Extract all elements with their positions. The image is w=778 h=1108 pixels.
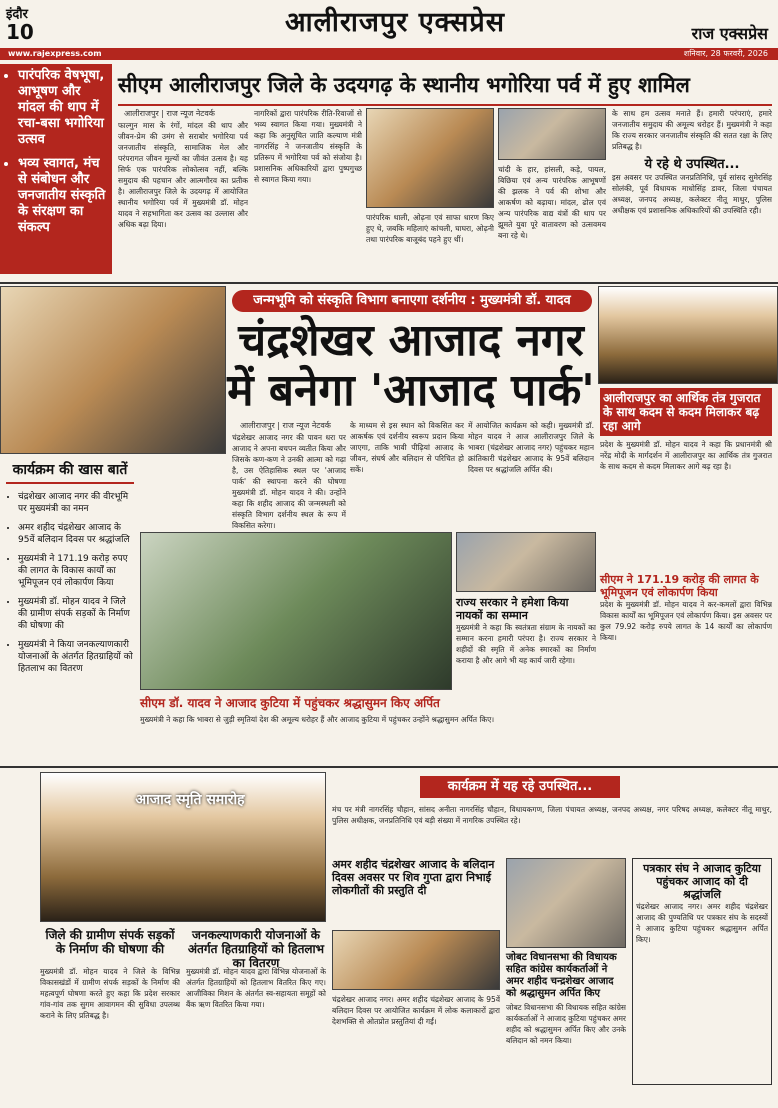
drama-photo [332,930,500,990]
highlights-title: कार्यक्रम की खास बातें [6,458,134,484]
drama-title: अमर शहीद चंद्रशेखर आजाद के बलिदान दिवस अवसर पर शिव गुप्ता द्वारा निभाई लोकगीतों की प्रस्तुति दी [332,858,495,897]
story1-photo [366,108,494,208]
roads-title: जिले की ग्रामीण संपर्क सड़कों के निर्माण की घोषणा की [45,928,175,956]
story1-photo-caption: पारंपरिक थाली, ओढ़ना एवं साफा धारण किए हुए थे, जबकि महिलाएं कांचली, घाघरा, ओढ़नी तथा पारंपरिक बाजूबंद पहने हुए थीं। [366,213,494,244]
honour-box [456,596,596,684]
brand-name: राज एक्सप्रेस [691,24,768,43]
economy-subhead: सीएम ने 171.19 करोड़ की लागत के भूमिपूजन एवं लोकार्पण किया [600,573,759,599]
page-meta [6,4,96,42]
present-section-head: कार्यक्रम में यह रहे उपस्थित... [420,776,620,798]
tribute-photo-small [456,532,596,592]
kutiya-photo [140,532,452,690]
story1-col4: के साथ हम उत्सव मनाते हैं। हमारी परंपराएं, हमारे जनजातीय समुदाय की अमूल्य धरोहर हैं। मुख्यमंत्री ने कहा कि राज्य सरकार जनजातीय संस्कृति की सतत रक्षा के लिए प्रतिबद्ध है। [612,109,772,151]
press-title: पत्रकार संघ ने आजाद कुटिया पहुंचकर आजाद को दी श्रद्धांजलि [643,862,761,901]
bottom-present-text: मंच पर मंत्री नागरसिंह चौहान, सांसद अनीता नागरसिंह चौहान, विधायकगण, जिला पंचायत अध्यक्ष, जनपद अध्यक्ष, नगर परिषद अध्यक्ष, कलेक्टर नीतू माथुर, पुलिस अधीक्षक, जनप्रतिनिधि एवं बड़ी संख्या में नागरिक उपस्थित रहे। [332,805,772,825]
highlight-item: • मुख्यमंत्री ने 171.19 करोड़ रुपए की लागत के विकास कार्यों का भूमिपूजन एवं लोकार्पण किया [18,553,134,589]
economy-title: आलीराजपुर का आर्थिक तंत्र गुजरात के साथ कदम से कदम मिलाकर बढ़ रहा आगे [600,388,772,436]
press-box [632,858,772,1085]
story2-col1: चंद्रशेखर आजाद नगर की पावन धरा पर आजाद ने अपना बचपन व्यतीत किया और जिसके कण-कण ने उनकी आत्मा को गढ़ा है, उस ऐतिहासिक स्थल पर 'आजाद पार्क' की स्थापना करने की घोषणा मुख्यमंत्री डॉ. मोहन यादव ने की। उन्होंने कहा कि शहीद आजाद की जन्मस्थली को संस्कृति विभाग दर्शनीय स्थल के रूप में विकसित करेगा। [232,433,346,530]
sidebar-box [0,64,112,274]
headline-line-1: चंद्रशेखर आजाद नगर [238,315,584,366]
masthead: आलीराजपुर एक्सप्रेस [284,7,506,38]
story1-headline[interactable]: सीएम आलीराजपुर जिले के उदयगढ़ के स्थानीय भगोरिया पर्व में हुए शामिल [118,72,690,97]
story2-headline[interactable] [226,316,596,416]
highlight-item: • मुख्यमंत्री ने किया जनकल्याणकारी योजनाओं के अंतर्गत हितग्राहियों को हितलाभ का वितरण [18,639,134,675]
present-title: ये रहे थे उपस्थित... [644,157,740,172]
story2-col3: में आयोजित कार्यक्रम को कही। मुख्यमंत्री डॉ. मोहन यादव ने आज आलीराजपुर जिले के भाबरा (चंद्रशेखर आजाद नगर) पहुंचकर महान क्रांतिकारी चंद्रशेखर आजाद के 95वें बलिदान दिवस पर श्रद्धांजलि अर्पित की। [468,421,594,474]
main-photo-caption: सीएम डॉ. यादव ने आजाद कुटिया में पहुंचकर श्रद्धासुमन किए अर्पित [140,696,440,710]
headline-line-2: में बनेगा 'आजाद पार्क' [227,365,595,416]
present-text: इस अवसर पर उपस्थित जनप्रतिनिधि, पूर्व सांसद सुमेरसिंह सोलंकी, पूर्व विधायक माधोसिंह डावर, जिला पंचायत अध्यक्ष, जनपद अध्यक्ष, कलेक्टर नीतू माथुर, पुलिस अधीक्षक एवं प्रशासनिक अधिकारियों की उपस्थिति रही। [612,173,772,215]
honour-text: मुख्यमंत्री ने कहा कि स्वतंत्रता संग्राम के नायकों का सम्मान करना हमारी परंपरा है। राज्य सरकार ने शहीदों की स्मृति में अनेक स्मारकों का निर्माण कराया है और आगे भी यह कार्य जारी रहेगा। [456,623,596,665]
story2-kicker: जन्मभूमि को संस्कृति विभाग बनाएगा दर्शनीय : मुख्यमंत्री डॉ. यादव [232,290,592,312]
highlight-item: • चंद्रशेखर आजाद नगर की वीरभूमि पर मुख्यमंत्री का नमन [18,491,134,515]
roads-text: मुख्यमंत्री डॉ. मोहन यादव ने जिले के विभिन्न विकासखंडों में ग्रामीण संपर्क सड़कों के निर्माण की महत्वपूर्ण घोषणा करते हुए कहा कि प्रदेश सरकार गांव-गांव तक सुगम आवागमन की सुविधा उपलब्ध कराने के लिए प्रतिबद्ध है। [40,967,180,1020]
highlights-box [6,458,134,682]
drama-text: चंद्रशेखर आजाद नगर। अमर शहीद चंद्रशेखर आजाद के 95वें बलिदान दिवस पर आयोजित कार्यक्रम में लोक कलाकारों द्वारा देशभक्ति से ओतप्रोत प्रस्तुतियां दी गईं। [332,995,500,1026]
cm-tribute-photo [0,286,226,454]
main-caption-text: मुख्यमंत्री ने कहा कि भाबरा से जुड़ी स्मृतियां देश की अमूल्य धरोहर हैं और आजाद कुटिया में पहुंचकर उन्होंने श्रद्धासुमन अर्पित किए। [140,715,495,724]
welfare-text: मुख्यमंत्री डॉ. मोहन यादव द्वारा विभिन्न योजनाओं के अंतर्गत हितग्राहियों को हितलाभ वितरित किए गए। आजीविका मिशन के अंतर्गत स्व-सहायता समूहों को बैंक ऋण वितरित किया गया। [186,967,326,1009]
banner-text: आजाद स्मृति समारोह [135,792,245,808]
page-number: 10 [6,20,34,44]
highlight-item: • मुख्यमंत्री डॉ. मोहन यादव ने जिले की ग्रामीण संपर्क सड़कों के निर्माण की घोषणा की [18,596,134,632]
jobat-photo [506,858,626,948]
honour-title: राज्य सरकार ने हमेशा किया नायकों का सम्मान [456,596,569,622]
sidebar-point: • पारंपरिक वेषभूषा, आभूषण और मांदल की थाप में रचा-बसा भगोरिया उत्सव [18,68,106,148]
issue-date: शनिवार, 28 फरवरी, 2026 [683,49,768,58]
story1-byline: आलीराजपुर | राज न्यूज नेटवर्क [124,109,215,118]
story1-col3: चांदी के हार, हांसली, कड़े, पायल, बिछिया एवं अन्य पारंपरिक आभूषणों की झलक ने पर्व की शोभा और आकर्षण को बढ़ाया। मांदल, ढोल एवं अन्य पारंपरिक वाद्य यंत्रों की थाप पर झूमते युवा पूरे वातावरण को उत्सवमय बना रहे थे। [498,165,606,240]
divider [0,766,778,768]
press-text: चंद्रशेखर आजाद नगर। अमर शहीद चंद्रशेखर आजाद की पुण्यतिथि पर पत्रकार संघ के सदस्यों ने आजाद कुटिया पहुंचकर श्रद्धासुमन अर्पित किए। [636,902,768,944]
economy-box [600,388,772,759]
sidebar-point: • भव्य स्वागत, मंच से संबोधन और जनजातीय संस्कृति के संरक्षण का संकल्प [18,156,106,236]
divider [118,104,772,106]
economy-subtext: प्रदेश के मुख्यमंत्री डॉ. मोहन यादव ने कर-कमलों द्वारा विभिन्न विकास कार्यों का भूमिपूजन एवं लोकार्पण किया। इस अवसर पर कुल 79.92 करोड़ रुपये लागत के 14 कार्यों का लोकार्पण किया। [600,600,772,642]
story1-col2: नागरिकों द्वारा पारंपरिक रीति-रिवाजों से भव्य स्वागत किया गया। मुख्यमंत्री ने कहा कि अनुसूचित जाति कल्याण मंत्री नागरसिंह ने जनजातीय संस्कृति के प्रतिरूप में भगोरिया पर्व को संजोया है। प्रशासनिक अधिकारियों द्वारा पुष्पगुच्छ से स्वागत किया गया। [254,109,362,184]
economy-text: प्रदेश के मुख्यमंत्री डॉ. मोहन यादव ने कहा कि प्रधानमंत्री श्री नरेंद्र मोदी के मार्गदर्शन में आलीराजपुर का आर्थिक तंत्र गुजरात के साथ कदम से कदम मिलाकर आगे बढ़ रहा है। [600,440,772,471]
jobat-text: जोबट विधानसभा की विधायक सहित कांग्रेस कार्यकर्ताओं ने आजाद कुटिया पहुंचकर अमर शहीद को श्रद्धासुमन अर्पित किए और उनके बलिदान को नमन किया। [506,1003,626,1045]
date-bar [0,48,778,60]
jobat-title: जोबट विधानसभा की विधायक सहित कांग्रेस कार्यकर्ताओं ने अमर शहीद चन्द्रशेखर आजाद को श्रद्धासुमन अर्पित किए [506,952,617,999]
highlight-item: • अमर शहीद चंद्रशेखर आजाद के 95वें बलिदान दिवस पर श्रद्धांजलि [18,522,134,546]
website-link[interactable]: www.rajexpress.com [8,49,102,58]
divider [0,282,778,284]
story1-photo-2 [498,108,606,160]
story2-byline: आलीराजपुर | राज न्यूज नेटवर्क [240,421,331,430]
edition-city: इंदौर [6,7,28,22]
story2-col2: के माध्यम से इस स्थान को विकसित कर आकर्षक एवं दर्शनीय स्वरूप प्रदान किया जाएगा, ताकि भावी पीढ़ियां आजाद के जीवन, संघर्ष और बलिदान से परिचित हो सकें। [350,421,464,474]
stage-photo [598,286,778,384]
story1-col1: फाल्गुन मास के रंगों, मांदल की थाप और जीवन-प्रेम की उमंग से सराबोर भगोरिया पर्व जनजातीय संस्कृति, सामाजिक मेल और परंपरागत जीवन मूल्यों का जीवंत उत्सव है। यह सिर्फ एक पारंपरिक लोकोत्सव नहीं, बल्कि समुदाय की पहचान और आत्मगौरव का प्रतीक है। आलीराजपुर जिले के उदयगढ़ में आयोजित स्थानीय भगोरिया पर्व में मुख्यमंत्री डॉ. मोहन यादव ने सहभागिता कर उत्सव का उल्लास और अधिक बढ़ा दिया। [118,121,248,229]
welfare-title: जनकल्याणकारी योजनाओं के अंतर्गत हितग्राहियों को हितलाभ का वितरण [187,928,325,970]
